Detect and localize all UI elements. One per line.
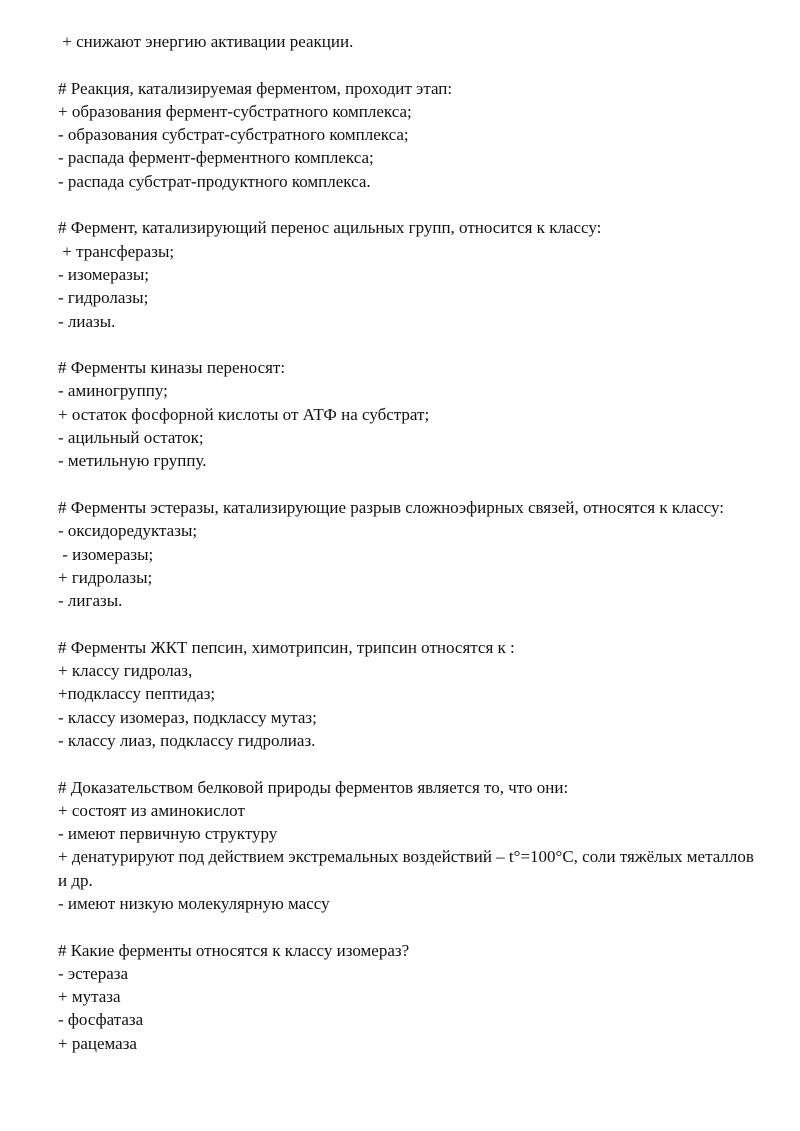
answer-option: + гидролазы; bbox=[58, 567, 153, 587]
question-text: # Ферменты эстеразы, катализирующие разрыв сложноэфирных связей, относятся к классу: bbox=[58, 497, 724, 517]
question-text: # Реакция, катализируемая ферментом, проходит этап: bbox=[58, 78, 453, 98]
spacer bbox=[58, 612, 758, 635]
spacer bbox=[58, 473, 758, 496]
answer-option: - эстераза bbox=[58, 963, 129, 983]
answer-option: - образования субстрат-субстратного комплекса; bbox=[58, 125, 409, 145]
spacer bbox=[58, 752, 758, 775]
answer-option: - оксидоредуктазы; bbox=[58, 521, 198, 541]
continued-answer-line: + снижают энергию активации реакции. bbox=[58, 32, 354, 51]
answer-option: + образования фермент-субстратного комплекса; bbox=[58, 101, 412, 121]
spacer bbox=[58, 53, 758, 76]
question-block bbox=[58, 496, 758, 612]
answer-option: - распада фермент-ферментного комплекса; bbox=[58, 148, 374, 168]
answer-option: - лиазы. bbox=[58, 311, 116, 331]
question-text: # Ферменты ЖКТ пепсин, химотрипсин, трипсин относятся к : bbox=[58, 637, 515, 657]
answer-option: + мутаза bbox=[58, 987, 121, 1007]
answer-option: - метильную группу. bbox=[58, 451, 207, 471]
question-text: # Ферменты киназы переносят: bbox=[58, 358, 286, 378]
answer-option: + рацемаза bbox=[58, 1033, 137, 1053]
question-block bbox=[58, 77, 758, 193]
question-block bbox=[58, 216, 758, 332]
question-block bbox=[58, 636, 758, 752]
answer-option: +подклассу пептидаз; bbox=[58, 684, 216, 704]
answer-option: + состоят из аминокислот bbox=[58, 800, 245, 820]
spacer bbox=[58, 915, 758, 938]
answer-option: - лигазы. bbox=[58, 591, 123, 611]
answer-option: - гидролазы; bbox=[58, 288, 149, 308]
answer-option: - классу лиаз, подклассу гидролиаз. bbox=[58, 730, 316, 750]
answer-option: - классу изомераз, подклассу мутаз; bbox=[58, 707, 317, 727]
question-block bbox=[58, 776, 758, 916]
answer-option: - ацильный остаток; bbox=[58, 428, 204, 448]
answer-option: - изомеразы; bbox=[58, 544, 154, 564]
document-page bbox=[58, 30, 758, 1055]
question-block bbox=[58, 939, 758, 1055]
answer-option: + денатурируют под действием экстремальных воздействий – t°=100°C, соли тяжёлых металлов и др. bbox=[58, 847, 759, 890]
answer-option: - изомеразы; bbox=[58, 264, 150, 284]
question-text: # Фермент, катализирующий перенос ацильных групп, относится к классу: bbox=[58, 218, 602, 238]
question-text: # Доказательством белковой природы ферментов является то, что они: bbox=[58, 777, 569, 797]
answer-option: - фосфатаза bbox=[58, 1010, 144, 1030]
answer-option: - имеют первичную структуру bbox=[58, 824, 278, 844]
answer-option: - имеют низкую молекулярную массу bbox=[58, 893, 330, 913]
question-text: # Какие ферменты относятся к классу изомераз? bbox=[58, 940, 410, 960]
answer-option: - аминогруппу; bbox=[58, 381, 168, 401]
spacer bbox=[58, 333, 758, 356]
spacer bbox=[58, 193, 758, 216]
answer-option: + остаток фосфорной кислоты от АТФ на субстрат; bbox=[58, 404, 430, 424]
answer-option: + классу гидролаз, bbox=[58, 661, 193, 681]
answer-option: - распада субстрат-продуктного комплекса. bbox=[58, 171, 371, 191]
question-block bbox=[58, 356, 758, 472]
answer-option: + трансферазы; bbox=[58, 241, 175, 261]
